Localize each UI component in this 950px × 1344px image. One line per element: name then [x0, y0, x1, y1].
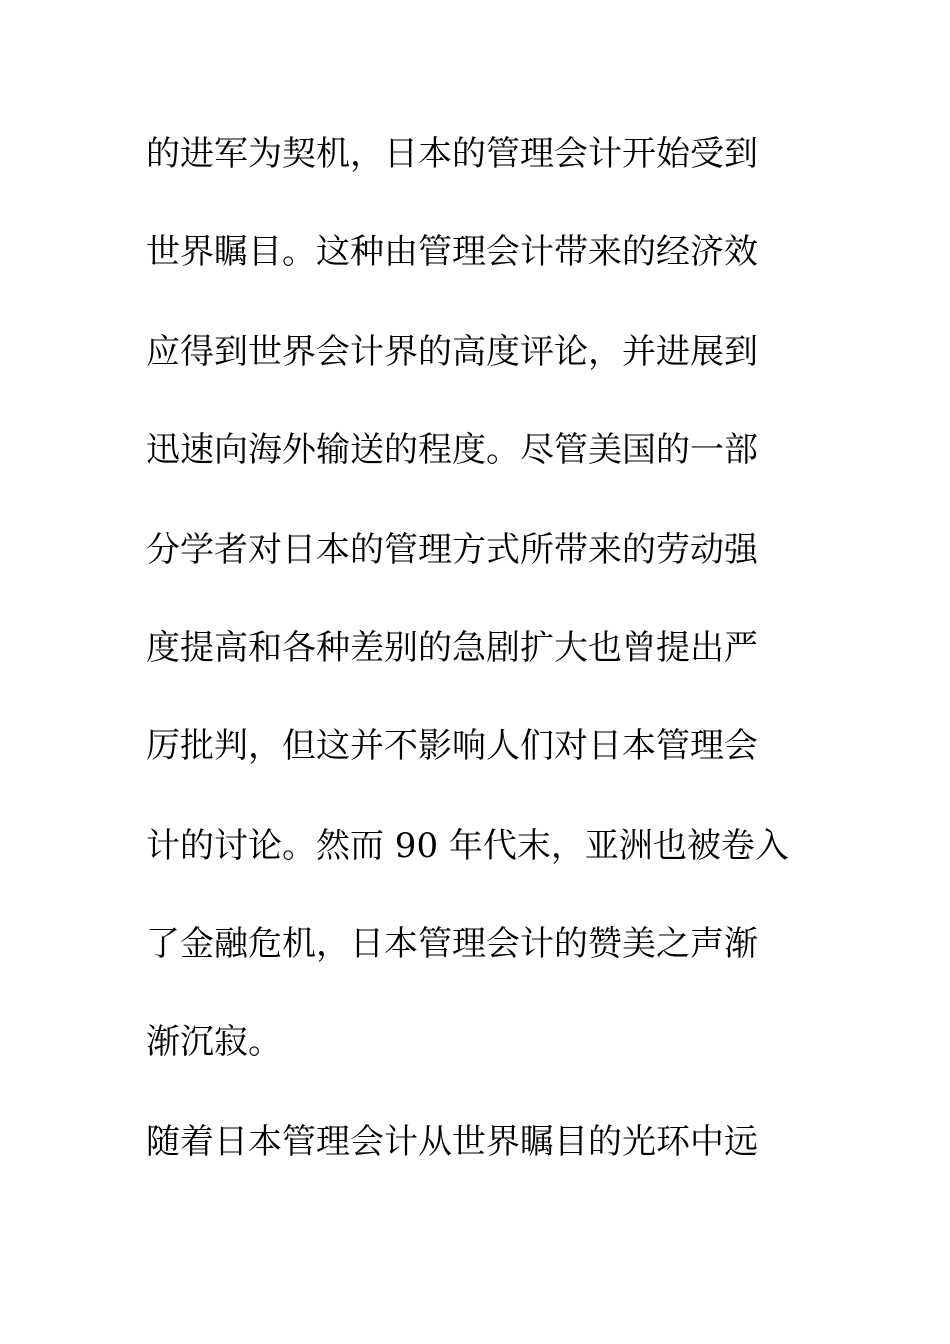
text-line: 了金融危机，日本管理会计的赞美之声渐 — [146, 924, 758, 964]
text-line: 渐沉寂。 — [146, 1022, 282, 1062]
text-line: 分学者对日本的管理方式所带来的劳动强 — [146, 530, 758, 570]
text-line: 迅速向海外输送的程度。尽管美国的一部 — [146, 430, 758, 470]
text-line: 随着日本管理会计从世界瞩目的光环中远 — [146, 1122, 758, 1162]
text-line: 计的讨论。然而 90 年代末，亚洲也被卷入 — [146, 826, 789, 866]
text-line: 度提高和各种差别的急剧扩大也曾提出严 — [146, 628, 758, 668]
text-line: 应得到世界会计界的高度评论，并进展到 — [146, 332, 758, 372]
text-line: 的进军为契机，日本的管理会计开始受到 — [146, 134, 758, 174]
text-line: 世界瞩目。这种由管理会计带来的经济效 — [146, 232, 758, 272]
text-line: 厉批判，但这并不影响人们对日本管理会 — [146, 726, 758, 766]
